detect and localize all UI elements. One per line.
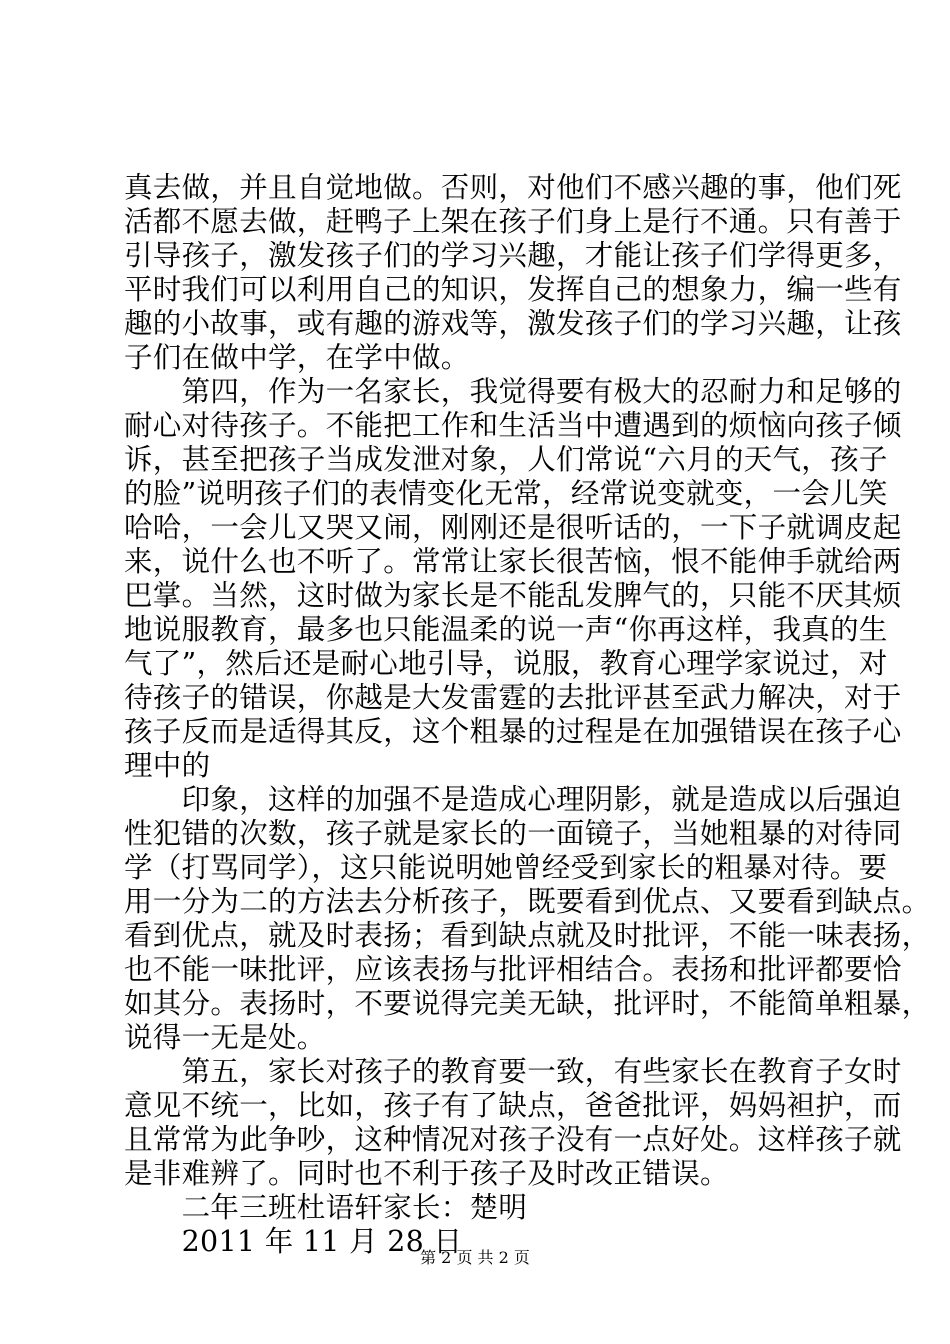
text-line: 且常常为此争吵，这种情况对孩子没有一点好处。这样孩子就: [124, 1123, 902, 1156]
signature-line: 二年三班杜语轩家长：楚明: [124, 1191, 528, 1224]
text-line: 子们在做中学，在学中做。: [124, 341, 470, 374]
text-line: 平时我们可以利用自己的知识，发挥自己的想象力，编一些有: [124, 273, 902, 306]
text-line: 学（打骂同学），这只能说明她曾经受到家长的粗暴对待。要: [124, 851, 888, 884]
page-number-footer: 第 2 页 共 2 页: [420, 1248, 530, 1267]
text-line: 引导孩子，激发孩子们的学习兴趣，才能让孩子们学得更多，: [124, 239, 902, 272]
text-line: 第五，家长对孩子的教育要一致，有些家长在教育子女时: [124, 1055, 902, 1088]
text-line: 气了”，然后还是耐心地引导，说服，教育心理学家说过，对: [124, 647, 888, 680]
text-line: 真去做，并且自觉地做。否则，对他们不感兴趣的事，他们死: [124, 171, 902, 204]
text-line: 印象，这样的加强不是造成心理阴影，就是造成以后强迫: [124, 783, 902, 816]
date-line: 2011 年 11 月 28 日: [124, 1225, 463, 1258]
text-line: 的脸”说明孩子们的表情变化无常，经常说变就变，一会儿笑: [124, 477, 888, 510]
text-line: 看到优点，就及时表扬；看到缺点就及时批评，不能一味表扬，: [124, 919, 931, 952]
text-line: 巴掌。当然，这时做为家长是不能乱发脾气的，只能不厌其烦: [124, 579, 902, 612]
text-line: 也不能一味批评，应该表扬与批评相结合。表扬和批评都要恰: [124, 953, 902, 986]
text-line: 待孩子的错误，你越是大发雷霆的去批评甚至武力解决，对于: [124, 681, 902, 714]
text-line: 意见不统一，比如，孩子有了缺点，爸爸批评，妈妈袒护，而: [124, 1089, 902, 1122]
text-line: 第四，作为一名家长，我觉得要有极大的忍耐力和足够的: [124, 375, 902, 408]
text-line: 如其分。表扬时，不要说得完美无缺，批评时，不能简单粗暴，: [124, 987, 931, 1020]
text-line: 地说服教育，最多也只能温柔的说一声“你再这样，我真的生: [124, 613, 888, 646]
text-line: 说得一无是处。: [124, 1021, 326, 1054]
text-line: 活都不愿去做，赶鸭子上架在孩子们身上是行不通。只有善于: [124, 205, 902, 238]
text-line: 来，说什么也不听了。常常让家长很苦恼，恨不能伸手就给两: [124, 545, 902, 578]
text-line: 耐心对待孩子。不能把工作和生活当中遭遇到的烦恼向孩子倾: [124, 409, 902, 442]
text-line: 是非难辨了。同时也不利于孩子及时改正错误。: [124, 1157, 729, 1190]
text-line: 孩子反而是适得其反，这个粗暴的过程是在加强错误在孩子心: [124, 715, 902, 748]
text-line: 哈哈，一会儿又哭又闹，刚刚还是很听话的，一下子就调皮起: [124, 511, 902, 544]
text-line: 诉，甚至把孩子当成发泄对象，人们常说“六月的天气，孩子: [124, 443, 888, 476]
text-line: 用一分为二的方法去分析孩子，既要看到优点、又要看到缺点。: [124, 885, 931, 918]
text-line: 性犯错的次数，孩子就是家长的一面镜子，当她粗暴的对待同: [124, 817, 902, 850]
text-line: 理中的: [124, 749, 211, 782]
text-line: 趣的小故事，或有趣的游戏等，激发孩子们的学习兴趣，让孩: [124, 307, 902, 340]
